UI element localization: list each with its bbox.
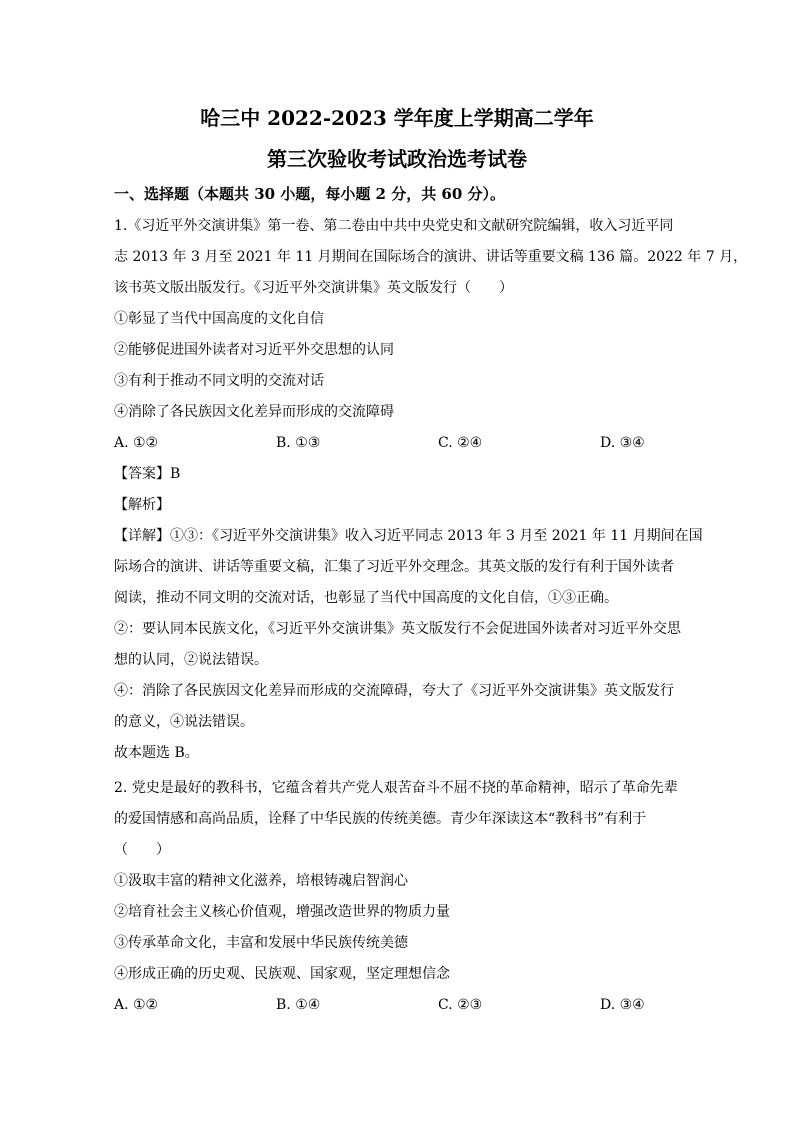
answer-value: B	[170, 466, 181, 482]
choice-b: B. ①③	[276, 435, 321, 451]
question-option: ①汲取丰富的精神文化滋养，培根铸魂启智润心	[114, 873, 408, 889]
detail-line: ④：消除了各民族因文化差异而形成的交流障碍，夸大了《习近平外交演讲集》英文版发行	[114, 683, 674, 699]
choice-a: A. ①②	[114, 997, 159, 1013]
question-option: ③传承革命文化，丰富和发展中华民族传统美德	[114, 935, 408, 951]
answer-choices	[114, 428, 682, 459]
answer-choices	[114, 990, 682, 1021]
choice-a: A. ①②	[114, 435, 159, 451]
section-heading: 一、选择题（本题共 30 小题，每小题 2 分，共 60 分）。	[114, 185, 506, 203]
choice-c: C. ②③	[438, 997, 483, 1013]
detail-line: 阅读，推动不同文明的交流对话，也彰显了当代中国高度的文化自信，①③正确。	[114, 590, 618, 606]
detail-line: 故本题选 B。	[114, 745, 199, 761]
detail-line: 际场合的演讲、讲话等重要文稿，汇集了习近平外交理念。其英文版的发行有利于国外读者	[114, 559, 674, 575]
answer-line	[114, 459, 682, 490]
detail-text: ①③：《习近平外交演讲集》收入习近平同志 2013 年 3 月至 2021 年 11 月期间在国	[170, 528, 703, 544]
question-stem-line: 志 2013 年 3 月至 2021 年 11 月期间在国际场合的演讲、讲话等重要文稿 136 篇。2022 年 7 月，	[114, 249, 748, 265]
analysis-tag: 【解析】	[114, 497, 170, 513]
question-option: ②能够促进国外读者对习近平外交思想的认同	[114, 342, 394, 358]
question-option: ①彰显了当代中国高度的文化自信	[114, 311, 324, 327]
question-stem-line: 的爱国情感和高尚品质，诠释了中华民族的传统美德。青少年深读这本“教科书”有利于	[114, 811, 647, 827]
detail-tag: 【详解】	[114, 528, 170, 544]
question-option: ②培育社会主义核心价值观，增强改造世界的物质力量	[114, 904, 450, 920]
choice-d: D. ③④	[600, 997, 645, 1013]
exam-title-line2: 第三次验收考试政治选考试卷	[267, 147, 527, 171]
question-option: ④形成正确的历史观、民族观、国家观，坚定理想信念	[114, 966, 450, 982]
question-option: ④消除了各民族因文化差异而形成的交流障碍	[114, 404, 394, 420]
detail-line: 想的认同，②说法错误。	[114, 652, 268, 668]
exam-title-line1: 哈三中 2022-2023 学年度上学期高二学年	[200, 106, 594, 130]
question-2	[114, 773, 682, 1021]
question-stem-line: 2. 党史是最好的教科书，它蕴含着共产党人艰苦奋斗不屈不挠的革命精神，昭示了革命先辈	[114, 780, 678, 796]
question-stem-line: （ ）	[114, 842, 170, 858]
question-1	[114, 211, 748, 769]
detail-line: 的意义，④说法错误。	[114, 714, 254, 730]
detail-line: ②：要认同本民族文化，《习近平外交演讲集》英文版发行不会促进国外读者对习近平外交思	[114, 621, 681, 637]
question-stem-line: 1.《习近平外交演讲集》第一卷、第二卷由中共中央党史和文献研究院编辑，收入习近平同	[114, 218, 674, 234]
choice-c: C. ②④	[438, 435, 483, 451]
choice-b: B. ①④	[276, 997, 321, 1013]
question-stem-line: 该书英文版出版发行。《习近平外交演讲集》英文版发行（ ）	[114, 280, 513, 296]
choice-d: D. ③④	[600, 435, 645, 451]
question-option: ③有利于推动不同文明的交流对话	[114, 373, 324, 389]
answer-tag: 【答案】	[114, 466, 170, 482]
detail-line	[114, 521, 703, 552]
